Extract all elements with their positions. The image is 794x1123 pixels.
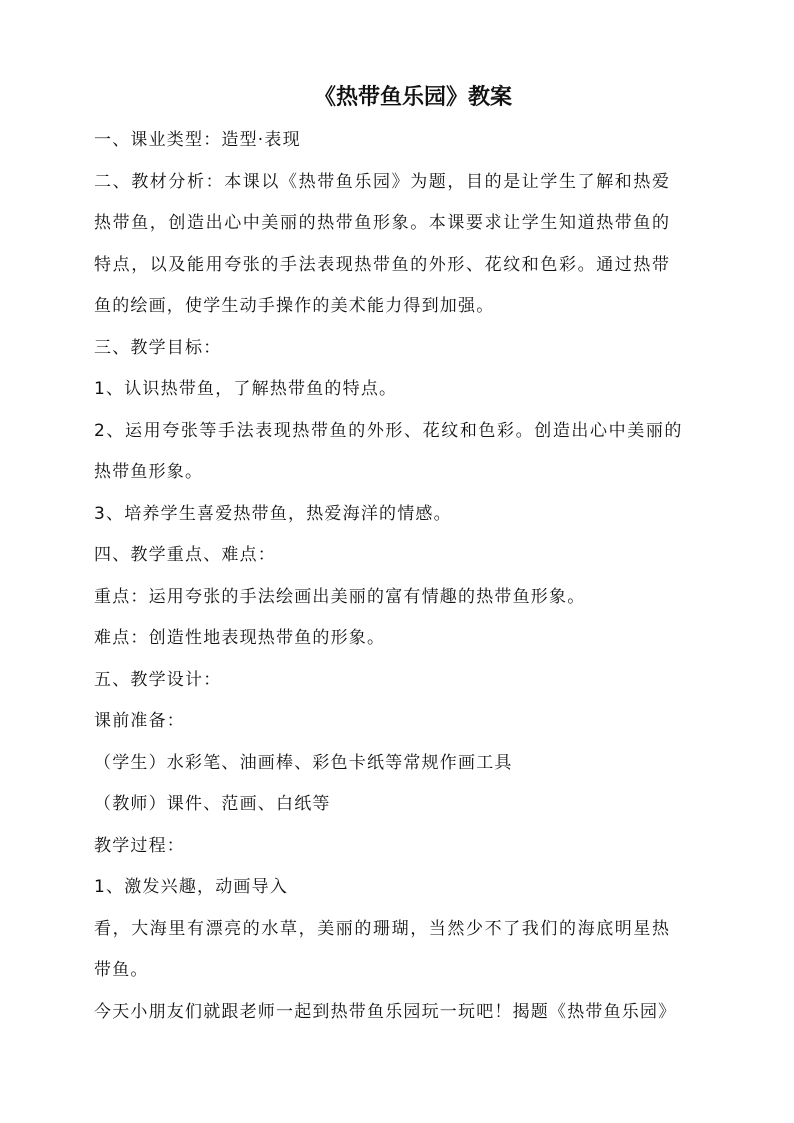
key-point: 重点：运用夸张的手法绘画出美丽的富有情趣的热带鱼形象。 — [94, 586, 586, 607]
goal-item: 1、认识热带鱼，了解热带鱼的特点。 — [94, 379, 398, 399]
preparation-heading: 课前准备： — [94, 711, 185, 731]
paragraph-line: 看，大海里有漂亮的水草，美丽的珊瑚，当然少不了我们的海底明星热 — [94, 918, 671, 939]
section-lesson-type: 一、课业类型：造型·表现 — [94, 130, 301, 150]
document-page — [94, 78, 722, 1033]
difficulty-point: 难点：创造性地表现热带鱼的形象。 — [94, 628, 386, 648]
document-body — [94, 120, 722, 1033]
preparation-students: （学生）水彩笔、油画棒、彩色卡纸等常规作画工具 — [94, 752, 513, 773]
section-heading-key-points: 四、教学重点、难点： — [94, 545, 276, 565]
process-heading: 教学过程： — [94, 835, 185, 856]
paragraph-line: 鱼的绘画，使学生动手操作的美术能力得到加强。 — [94, 296, 495, 316]
goal-item-continued: 热带鱼形象。 — [94, 462, 204, 482]
paragraph-line: 特点，以及能用夸张的手法表现热带鱼的外形、花纹和色彩。通过热带 — [94, 254, 671, 275]
process-step: 1、激发兴趣，动画导入 — [94, 877, 289, 897]
section-heading-design: 五、教学设计： — [94, 669, 222, 690]
paragraph-line: 二、教材分析：本课以《热带鱼乐园》为题，目的是让学生了解和热爱 — [94, 171, 671, 192]
section-heading-goals: 三、教学目标： — [94, 337, 222, 358]
paragraph-line: 热带鱼，创造出心中美丽的热带鱼形象。本课要求让学生知道热带鱼的 — [94, 213, 671, 233]
preparation-teacher: （教师）课件、范画、白纸等 — [94, 794, 331, 814]
goal-item: 2、运用夸张等手法表现热带鱼的外形、花纹和色彩。创造出心中美丽的 — [94, 420, 684, 441]
goal-item: 3、培养学生喜爱热带鱼，热爱海洋的情感。 — [94, 503, 452, 524]
paragraph-line: 带鱼。 — [94, 960, 149, 980]
document-title: 《热带鱼乐园》教案 — [313, 85, 512, 110]
paragraph-line: 今天小朋友们就跟老师一起到热带鱼乐园玩一玩吧！揭题《热带鱼乐园》 — [94, 1001, 677, 1022]
